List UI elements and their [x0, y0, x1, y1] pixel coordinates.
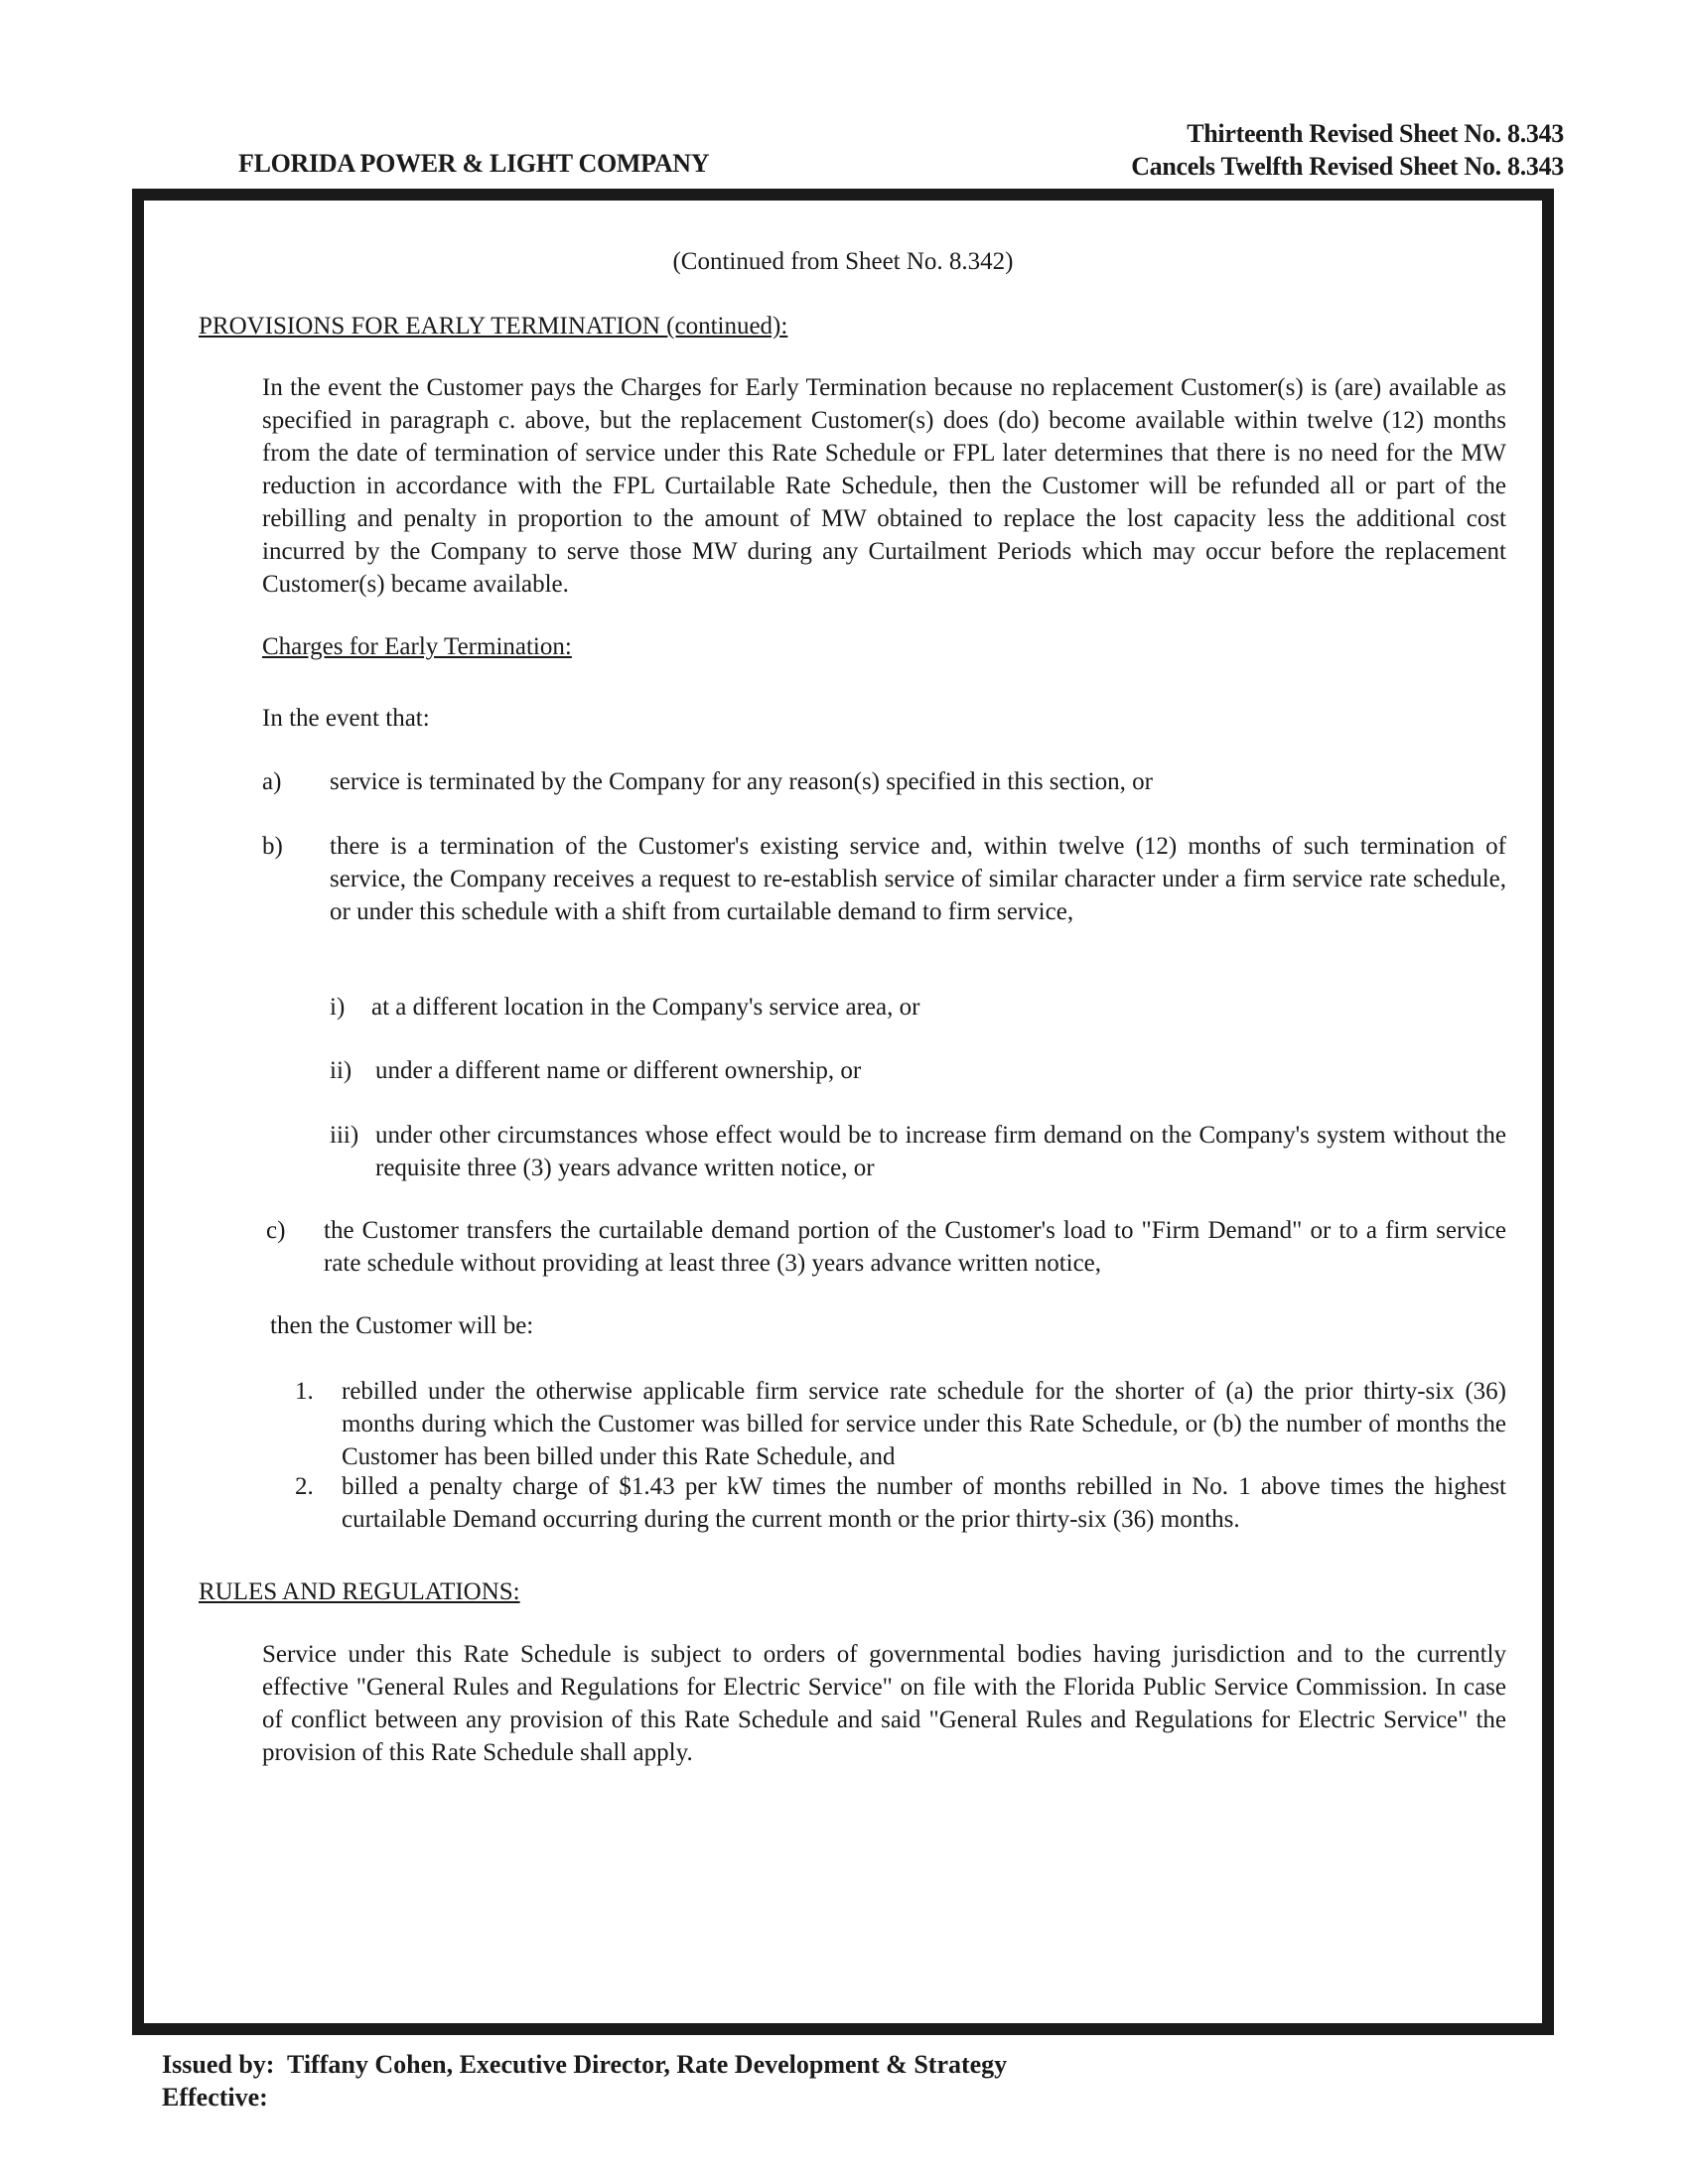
then-the-customer: then the Customer will be: [270, 1312, 534, 1339]
list-marker: a) [262, 768, 282, 795]
tariff-content [144, 201, 1542, 2023]
sheet-number: Thirteenth Revised Sheet No. 8.343 [1187, 119, 1564, 148]
list-item-text: under a different name or different ownership, or [375, 1057, 862, 1084]
list-item-text: rebilled under the otherwise applicable firm service rate schedule for the shorter of (a) the prior thirty-six (36) months during which the Customer was billed for service under this Rate Schedule, or (b) the number of months the Customer has been billed under this Rate Schedule, and [342, 1378, 1506, 1470]
refund-paragraph: In the event the Customer pays the Charges for Early Termination because no replacement Customer(s) is (are) available as specified in paragraph c. above, but the replacement Customer(s) does (do) become available within twelve (12) months from the date of termination of service under this Rate Schedule or FPL later determines that there is no need for the MW reduction in accordance with the FPL Curtailable Rate Schedule, then the Customer will be refunded all or part of the rebilling and penalty in proportion to the amount of MW obtained to replace the lost capacity less the additional cost incurred by the Company to serve those MW during any Curtailment Periods which may occur before the replacement Customer(s) became available. [262, 374, 1506, 598]
list-item-text: the Customer transfers the curtailable demand portion of the Customer's load to "Firm Demand" or to a firm service rate schedule without providing at least three (3) years advance written notice, [324, 1217, 1506, 1277]
early-termination-heading: PROVISIONS FOR EARLY TERMINATION (continued): [199, 313, 788, 340]
list-marker: ii) [330, 1057, 352, 1084]
tariff-sheet-frame [132, 189, 1554, 2035]
list-marker: 2. [295, 1473, 314, 1500]
in-the-event-intro: In the event that: [262, 705, 430, 732]
effective-date-label: Effective: [162, 2083, 268, 2112]
rules-and-regulations-heading: RULES AND REGULATIONS: [199, 1578, 520, 1605]
list-item-text: at a different location in the Company's service area, or [371, 994, 920, 1021]
issuance-footer [162, 2048, 1007, 2114]
list-item-text: billed a penalty charge of $1.43 per kW times the number of months rebilled in No. 1 above times the highest curtailable Demand occurring during the current month or the prior thirty-six (36) months. [342, 1473, 1506, 1533]
list-marker: c) [266, 1217, 286, 1244]
cancelled-sheet-number: Cancels Twelfth Revised Sheet No. 8.343 [1131, 152, 1564, 181]
header-sheet-info [1131, 117, 1564, 183]
header-company-name: FLORIDA POWER & LIGHT COMPANY [238, 149, 710, 178]
list-item-text: there is a termination of the Customer's existing service and, within twelve (12) months of such termination of service, the Company receives a request to re-establish service of similar character under a firm service rate schedule, or under this schedule with a shift from curtailable demand to firm service, [330, 833, 1506, 925]
list-marker: i) [330, 994, 346, 1021]
list-item-text: under other circumstances whose effect would be to increase firm demand on the Company's system without the requisite three (3) years advance written notice, or [375, 1122, 1506, 1181]
rules-paragraph: Service under this Rate Schedule is subject to orders of governmental bodies having jurisdiction and to the currently effective "General Rules and Regulations for Electric Service" on file with the Florida Public Service Commission. In case of conflict between any provision of this Rate Schedule and said "General Rules and Regulations for Electric Service" the provision of this Rate Schedule shall apply. [262, 1641, 1506, 1766]
list-marker: iii) [330, 1122, 359, 1149]
list-marker: b) [262, 833, 283, 860]
list-item-text: service is terminated by the Company for any reason(s) specified in this section, or [330, 768, 1153, 795]
continued-from-note: (Continued from Sheet No. 8.342) [672, 248, 1014, 275]
charges-subheading: Charges for Early Termination: [262, 633, 572, 660]
list-marker: 1. [295, 1378, 314, 1405]
issued-by: Issued by: Tiffany Cohen, Executive Director, Rate Development & Strategy [162, 2050, 1008, 2079]
